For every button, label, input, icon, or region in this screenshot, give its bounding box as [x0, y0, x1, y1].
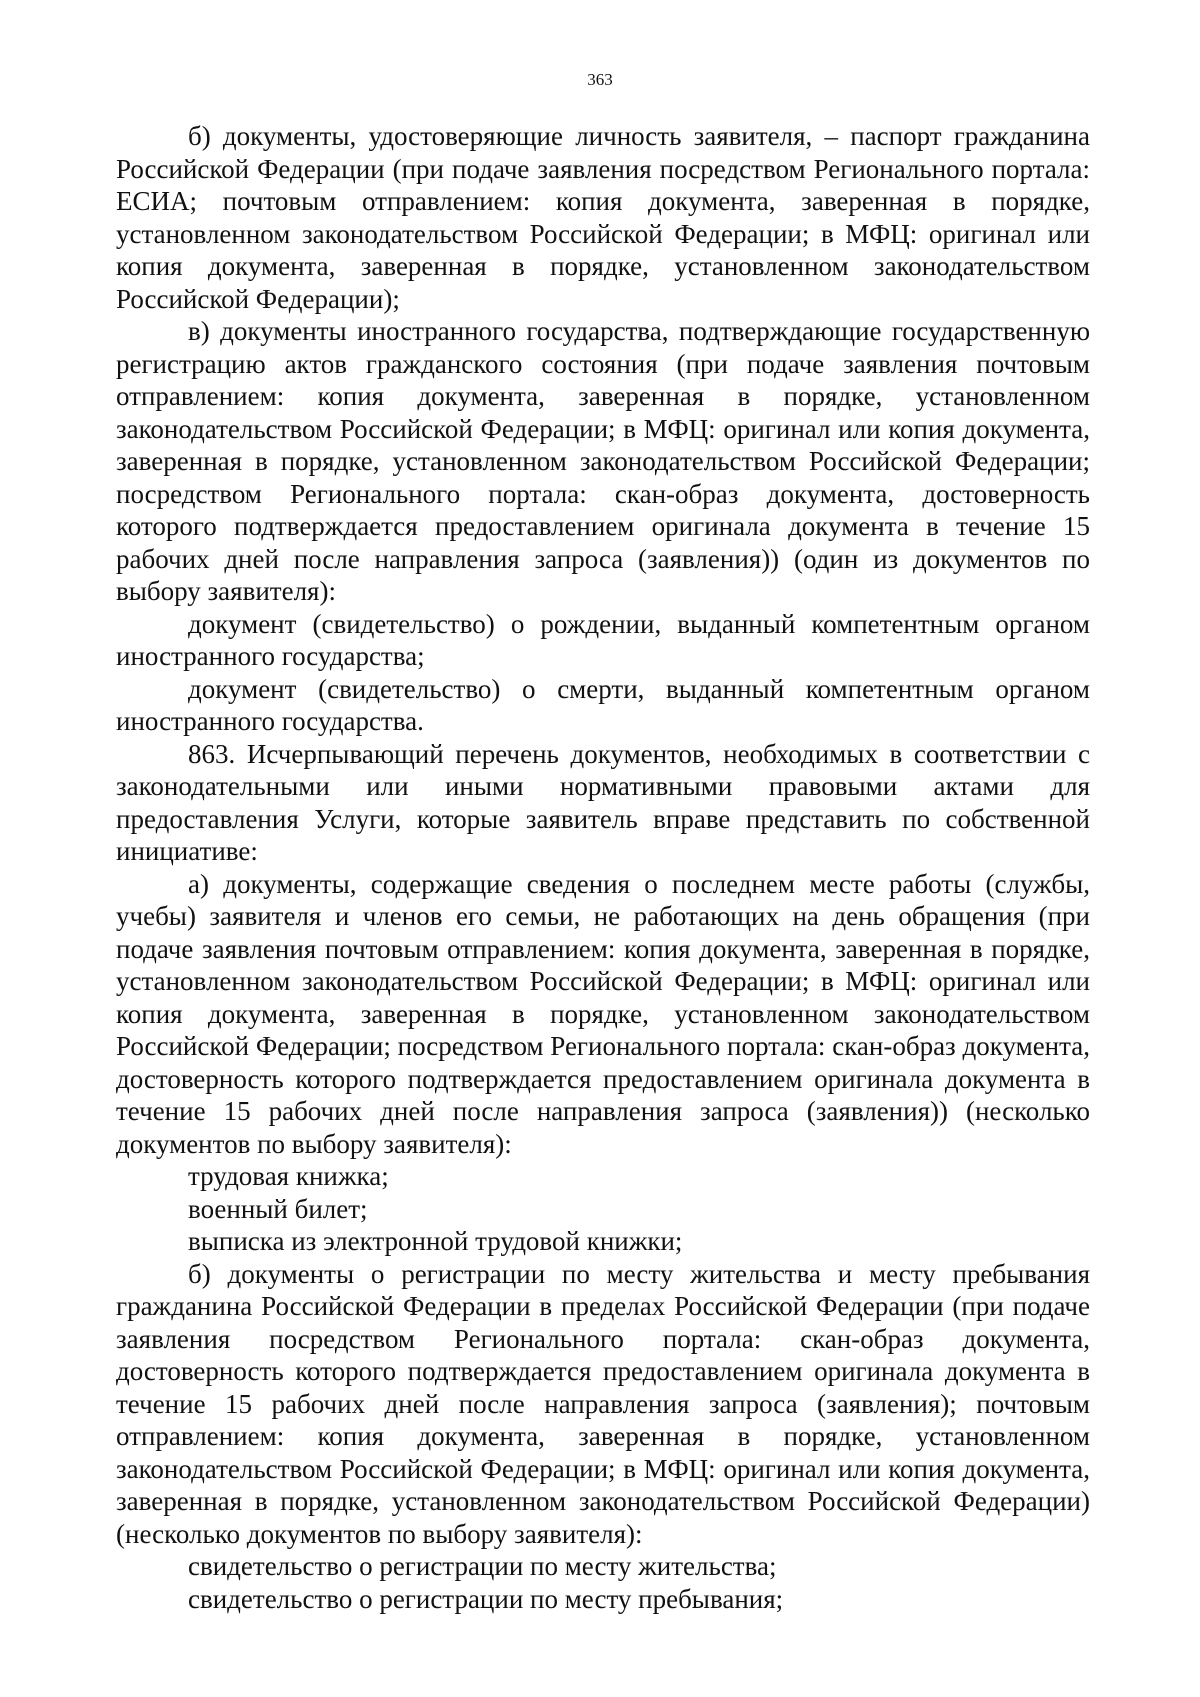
paragraph-b-identity-documents: б) документы, удостоверяющие личность заявителя, – паспорт гражданина Российской Федерации (при подаче заявления посредством Регионального портала: ЕСИА; почтовым отправлением: копия документа, заверенная в порядке, установленном законодательством Российской Федерации; в МФЦ: оригинал или копия документа, заверенная в порядке, установленном законодательством Российской Федерации); [116, 121, 1090, 314]
document-body [116, 120, 1090, 1615]
page-number: 363 [587, 70, 613, 89]
paragraph-a-workplace-documents: а) документы, содержащие сведения о последнем месте работы (службы, учебы) заявителя и членов его семьи, не работающих на день обращения (при подаче заявления почтовым отправлением: копия документа, заверенная в порядке, установленном законодательством Российской Федерации; в МФЦ: оригинал или копия документа, заверенная в порядке, установленном законодательством Российской Федерации; посредством Регионального портала: скан-образ документа, достоверность которого подтверждается предоставлением оригинала документа в течение 15 рабочих дней после направления запроса (заявления)) (несколько документов по выбору заявителя): [116, 868, 1090, 1159]
paragraph-863-documents-list: 863. Исчерпывающий перечень документов, необходимых в соответствии с законодательными или иными нормативными правовыми актами для предоставления Услуги, которые заявитель вправе представить по собственной инициативе: [116, 738, 1090, 866]
paragraph-birth-certificate: документ (свидетельство) о рождении, выданный компетентным органом иностранного государства; [116, 608, 1090, 671]
list-item-stay-registration: свидетельство о регистрации по месту пребывания; [188, 1583, 784, 1614]
paragraph-v-foreign-documents: в) документы иностранного государства, подтверждающие государственную регистрацию актов гражданского состояния (при подаче заявления почтовым отправлением: копия документа, заверенная в порядке, установленном законодательством Российской Федерации; в МФЦ: оригинал или копия документа, заверенная в порядке, установленном законодательством Российской Федерации; посредством Регионального портала: скан-образ документа, достоверность которого подтверждается предоставлением оригинала документа в течение 15 рабочих дней после направления запроса (заявления)) (один из документов по выбору заявителя): [116, 316, 1090, 606]
list-item-electronic-work-book-extract: выписка из электронной трудовой книжки; [188, 1226, 683, 1256]
paragraph-death-certificate: документ (свидетельство) о смерти, выданный компетентным органом иностранного государства. [116, 673, 1090, 736]
list-item-residence-registration: свидетельство о регистрации по месту жительства; [188, 1551, 777, 1581]
paragraph-b-registration-documents: б) документы о регистрации по месту жительства и месту пребывания гражданина Российской Федерации в пределах Российской Федерации (при подаче заявления посредством Регионального портала: скан-образ документа, достоверность которого подтверждается предоставлением оригинала документа в течение 15 рабочих дней после направления запроса (заявления); почтовым отправлением: копия документа, заверенная в порядке, установленном законодательством Российской Федерации; в МФЦ: оригинал или копия документа, заверенная в порядке, установленном законодательством Российской Федерации) (несколько документов по выбору заявителя): [116, 1258, 1090, 1549]
list-item-military-id: военный билет; [188, 1193, 368, 1224]
list-item-work-book: трудовая книжка; [188, 1161, 389, 1191]
